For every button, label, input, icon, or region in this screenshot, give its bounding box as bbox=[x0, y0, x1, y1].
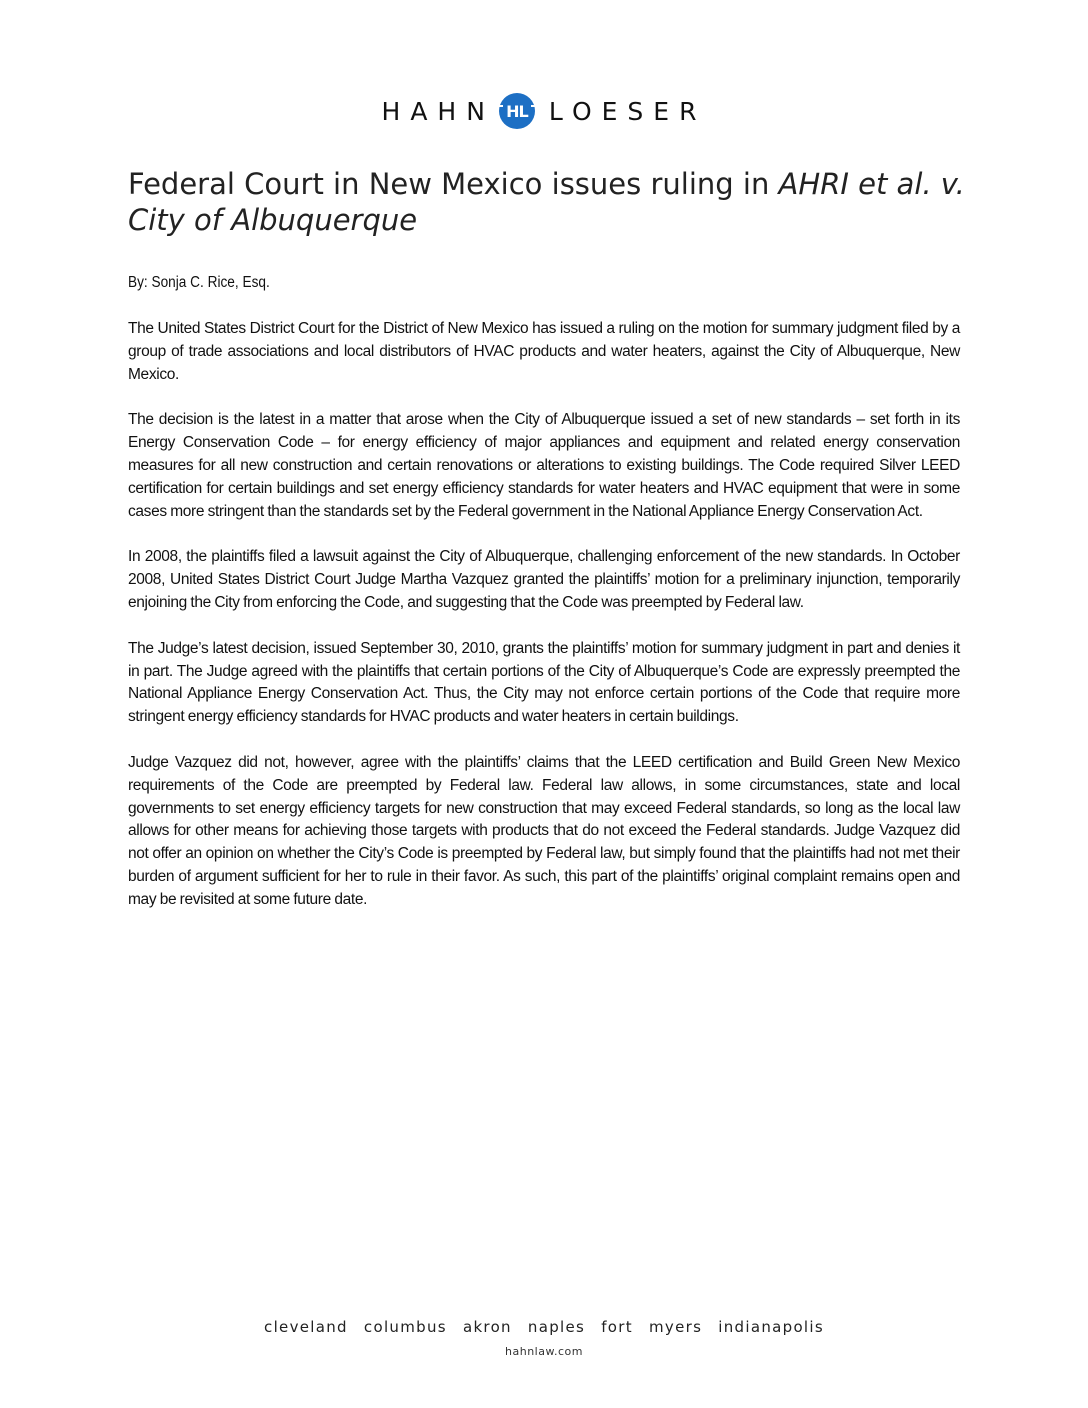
article-body bbox=[128, 318, 960, 935]
paragraph: In 2008, the plaintiffs filed a lawsuit against the City of Albuquerque, challenging enforcement of the new standards. In October 2008, United States District Court Judge Martha Vazquez granted the plaintiffs’ motion for a preliminary injunction, temporarily enjoining the City from enforcing the Code, and suggesting that the Code was preempted by Federal law. bbox=[128, 548, 960, 611]
paragraph: The decision is the latest in a matter that arose when the City of Albuquerque issued a set of new standards – set forth in its Energy Conservation Code – for energy efficiency of major appliances and equipment and related energy conservation measures for all new construction and certain renovations or alterations to existing buildings. The Code required Silver LEED certification for certain buildings and set energy efficiency standards for water heaters and HVAC equipment that were in some cases more stringent than the standards set by the Federal government in the National Appliance Energy Conservation Act. bbox=[128, 411, 960, 520]
paragraph: The Judge’s latest decision, issued September 30, 2010, grants the plaintiffs’ motion for summary judgment in part and denies it in part. The Judge agreed with the plaintiffs that certain portions of the City of Albuquerque’s Code are expressly preempted the National Appliance Energy Conservation Act. Thus, the City may not enforce certain portions of the Code that require more stringent energy efficiency standards for HVAC products and water heaters in certain buildings. bbox=[128, 639, 960, 726]
logo-text-right: LOESER bbox=[548, 96, 707, 126]
website-link[interactable]: hahnlaw.com bbox=[505, 1345, 583, 1358]
title-case-name: AHRI et al. v. City of Albuquerque bbox=[128, 167, 965, 237]
author-byline: By: Sonja C. Rice, Esq. bbox=[128, 274, 270, 291]
article-title bbox=[128, 166, 968, 238]
logo-text-left: HAHN bbox=[381, 96, 495, 126]
company-logo bbox=[0, 93, 1088, 129]
paragraph: The United States District Court for the District of New Mexico has issued a ruling on the motion for summary judgment filed by a group of trade associations and local distributors of HVAC products and water heaters, against the City of Albuquerque, New Mexico. bbox=[128, 320, 960, 383]
office-locations: cleveland columbus akron naples fort myers indianapolis bbox=[264, 1318, 824, 1336]
logo-mark-icon: HL bbox=[499, 93, 535, 129]
title-plain: Federal Court in New Mexico issues ruling in bbox=[128, 167, 779, 201]
paragraph: Judge Vazquez did not, however, agree with the plaintiffs’ claims that the LEED certification and Build Green New Mexico requirements of the Code are preempted by Federal law. Federal law allows, in some circumstances, state and local governments to set energy efficiency targets for new construction that may exceed Federal standards, so long as the local law allows for other means for achieving those targets with products that do not exceed the Federal standards. Judge Vazquez did not offer an opinion on whether the City’s Code is preempted by Federal law, but simply found that the plaintiffs had not met their burden of argument sufficient for her to rule in their favor. As such, this part of the plaintiffs’ original complaint remains open and may be revisited at some future date. bbox=[128, 753, 960, 908]
